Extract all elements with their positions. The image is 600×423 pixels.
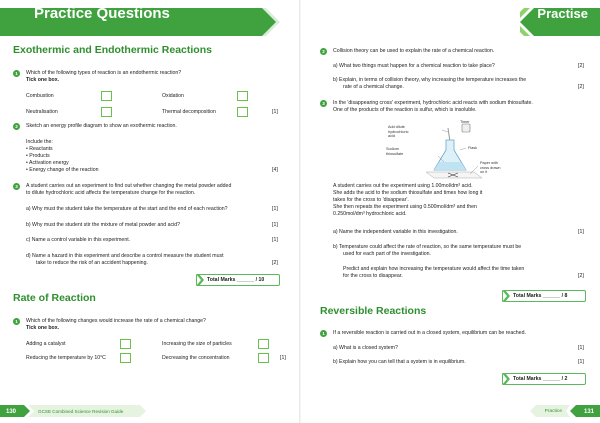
diagram-label: Paper with cross drawn on it <box>480 161 501 174</box>
mark-allocation: [1] <box>578 345 584 351</box>
tick-box[interactable] <box>101 107 112 117</box>
sub-question: take to reduce the risk of an accident happening. <box>36 260 148 266</box>
question-number: 3 <box>320 100 327 107</box>
question-number: 3 <box>13 183 20 190</box>
mark-allocation: [1] <box>578 359 584 365</box>
bullet-text: Reactants <box>29 146 53 152</box>
tick-box[interactable] <box>120 353 131 363</box>
diagram-label: Flask <box>468 146 478 150</box>
question-number: 1 <box>13 318 20 325</box>
total-marks-label: Total Marks ______ / 2 <box>513 376 568 382</box>
body-text: takes for the cross to 'disappear'. <box>333 197 409 203</box>
sub-question: d) Name a hazard in this experiment and describe a control measure the student must <box>26 253 224 259</box>
bullet-item: • Products <box>26 153 50 159</box>
footer-title: Practice <box>544 409 562 414</box>
page-number: 131 <box>583 409 594 415</box>
body-text: She adds the acid to the sodium thiosulfate and times how long it <box>333 190 483 196</box>
sub-question: rate of a chemical change. <box>343 84 404 90</box>
include-label: Include the: <box>26 139 53 145</box>
footer-title: GCSE Combined Science Revision Guide <box>38 409 124 414</box>
sub-question: b) Why must the student stir the mixture of metal powder and acid? <box>26 222 180 228</box>
mark-allocation: [1] <box>272 109 278 115</box>
sub-question: b) Explain how you can tell that a system is in equilibrium. <box>333 359 466 365</box>
option-label: Thermal decomposition <box>162 109 216 115</box>
sub-question: b) Temperature could affect the rate of reaction, so the same temperature must be <box>333 244 522 250</box>
mark-allocation: [1] <box>272 237 278 243</box>
total-marks-label: Total Marks ______ / 10 <box>207 277 265 283</box>
tick-box[interactable] <box>258 353 269 363</box>
question-text: A student carries out an experiment to find out whether changing the metal powder added <box>26 183 232 189</box>
chevron-icon <box>196 274 204 286</box>
question-instruction: Tick one box. <box>26 77 60 83</box>
question-number: 1 <box>320 330 327 337</box>
page-number: 130 <box>6 409 17 415</box>
mark-allocation: [1] <box>272 222 278 228</box>
mark-allocation: [2] <box>578 273 584 279</box>
sub-question: c) Name a control variable in this experiment. <box>26 237 131 243</box>
body-text: 0.250mol/dm³ hydrochloric acid. <box>333 211 407 217</box>
bullet-item: • Activation energy <box>26 160 69 166</box>
mark-allocation: [2] <box>578 84 584 90</box>
total-marks-box <box>502 290 586 302</box>
tick-box[interactable] <box>237 91 248 101</box>
question-text: Sketch an energy profile diagram to show an exothermic reaction. <box>26 123 177 129</box>
tick-box[interactable] <box>101 91 112 101</box>
total-marks-box <box>502 373 586 385</box>
question-text: In the 'disappearing cross' experiment, hydrochloric acid reacts with sodium thiosulfate. <box>333 100 533 106</box>
diagram-label: Timer <box>460 120 470 124</box>
question-instruction: Tick one box. <box>26 325 60 331</box>
bullet-item: • Energy change of the reaction <box>26 167 99 173</box>
bullet-text: Energy change of the reaction <box>29 167 99 173</box>
question-text: Which of the following changes would increase the rate of a chemical change? <box>26 318 206 324</box>
bullet-text: Activation energy <box>28 160 69 166</box>
sub-question: Predict and explain how increasing the temperature would affect the time taken <box>343 266 525 272</box>
mark-allocation: [2] <box>578 63 584 69</box>
option-label: Oxidation <box>162 93 184 99</box>
question-number: 1 <box>13 70 20 77</box>
sub-question: for the cross to disappear. <box>343 273 403 279</box>
mark-allocation: [2] <box>272 260 278 266</box>
sub-question: a) Why must the student take the temperature at the start and the end of each reaction? <box>26 206 228 212</box>
sub-question: a) Name the independent variable in this investigation. <box>333 229 458 235</box>
page-title: Practise <box>537 6 588 21</box>
body-text: A student carries out the experiment using 1.00mol/dm³ acid. <box>333 183 473 189</box>
section-heading-exothermic: Exothermic and Endothermic Reactions <box>13 44 212 56</box>
option-label: Adding a catalyst <box>26 341 66 347</box>
option-label: Decreasing the concentration <box>162 355 230 361</box>
diagram-label: Add dilute hydrochloric acid <box>388 125 409 138</box>
question-text: One of the products of the reaction is sulfur, which is insoluble. <box>333 107 477 113</box>
right-page <box>300 0 600 423</box>
sub-question: used for each part of the investigation. <box>343 251 431 257</box>
diagram-label: Sodium thiosulfate <box>386 147 404 156</box>
mark-allocation: [1] <box>272 206 278 212</box>
tick-box[interactable] <box>237 107 248 117</box>
section-heading-rate: Rate of Reaction <box>13 292 96 304</box>
body-text: She then repeats the experiment using 0.500mol/dm³ and then <box>333 204 477 210</box>
page-title: Practice Questions <box>34 5 170 22</box>
total-marks-box <box>196 274 280 286</box>
chevron-icon <box>502 290 510 302</box>
section-heading-reversible: Reversible Reactions <box>320 305 427 317</box>
tick-box[interactable] <box>258 339 269 349</box>
option-label: Reducing the temperature by 10°C <box>26 355 106 361</box>
bullet-text: Products <box>29 153 50 159</box>
option-label: Combustion <box>26 93 54 99</box>
sub-question: a) What two things must happen for a chemical reaction to take place? <box>333 63 495 69</box>
bullet-item: • Reactants <box>26 146 53 152</box>
mark-allocation: [1] <box>578 229 584 235</box>
mark-allocation: [1] <box>280 355 286 361</box>
mark-allocation: [4] <box>272 167 278 173</box>
question-text: Which of the following types of reaction is an endothermic reaction? <box>26 70 182 76</box>
sub-question: a) What is a closed system? <box>333 345 398 351</box>
chevron-icon <box>502 373 510 385</box>
question-text: Collision theory can be used to explain the rate of a chemical reaction. <box>333 48 495 54</box>
sub-question: b) Explain, in terms of collision theory, why increasing the temperature increases the <box>333 77 527 83</box>
tick-box[interactable] <box>120 339 131 349</box>
total-marks-label: Total Marks ______ / 8 <box>513 293 568 299</box>
option-label: Neutralisation <box>26 109 58 115</box>
question-text: If a reversible reaction is carried out in a closed system, equilibrium can be reached. <box>333 330 526 336</box>
question-text: to dilute hydrochloric acid affects the temperature change for the reaction. <box>26 190 196 196</box>
question-number: 2 <box>13 123 20 130</box>
option-label: Increasing the size of particles <box>162 341 232 347</box>
question-number: 2 <box>320 48 327 55</box>
